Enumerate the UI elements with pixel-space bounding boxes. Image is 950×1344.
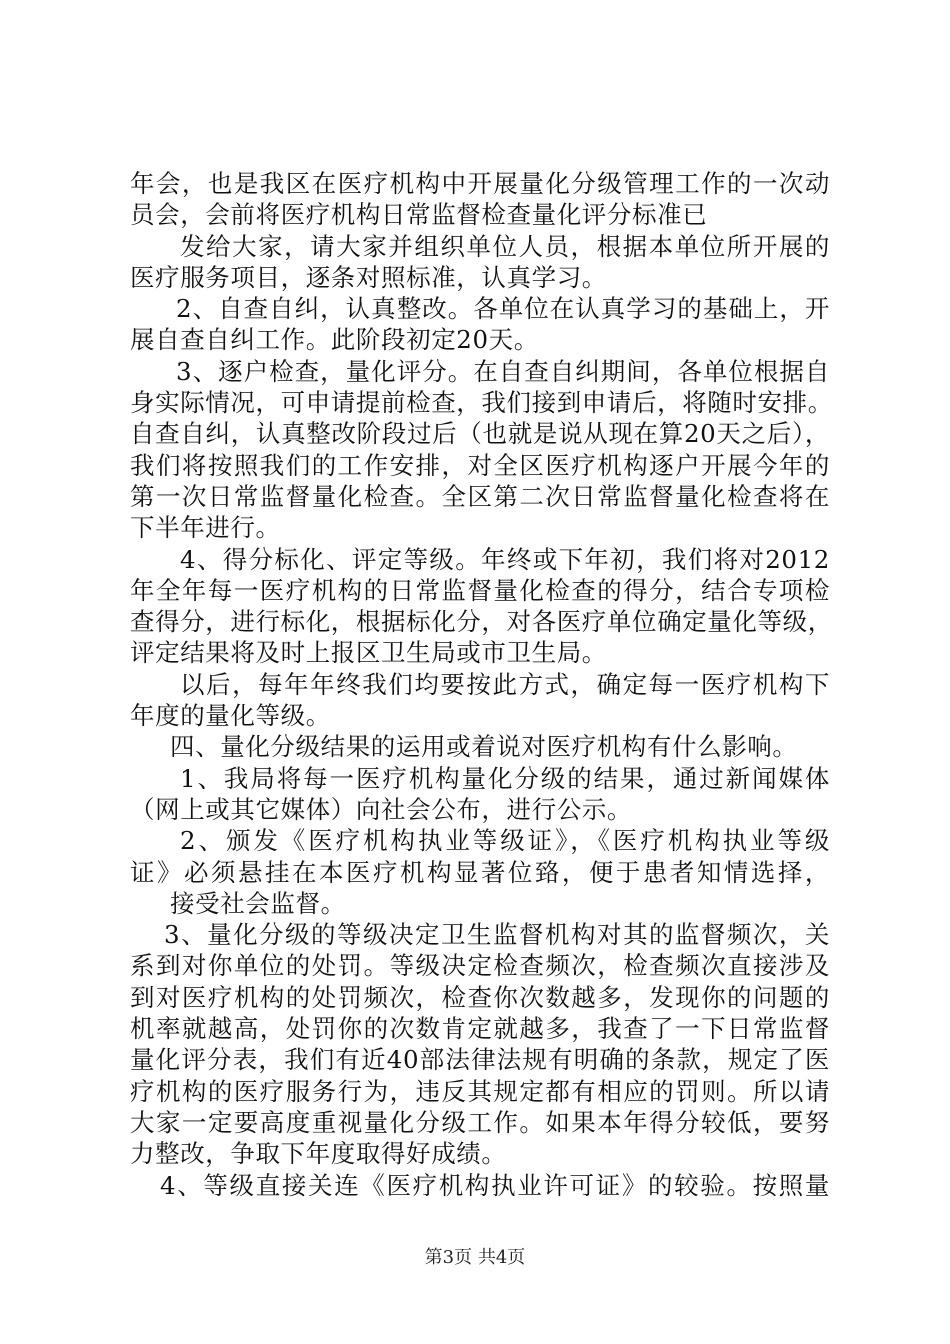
text-line: 证》必须悬挂在本医疗机构显著位臵，便于患者知情选择， xyxy=(130,857,830,887)
text-line: 发给大家，请大家并组织单位人员，根据本单位所开展的 xyxy=(180,231,830,261)
text-line: 量化评分表，我们有近40部法律法规有明确的条款，规定了医 xyxy=(130,1045,830,1075)
text-line: 机率就越高，处罚你的次数肯定就越多，我查了一下日常监督 xyxy=(130,1014,830,1044)
text-line: 到对医疗机构的处罚频次，检查你次数越多，发现你的问题的 xyxy=(130,982,830,1012)
text-line: 力整改，争取下年度取得好成绩。 xyxy=(130,1139,507,1169)
page-footer: 第3页 共4页 xyxy=(424,1247,526,1268)
text-line: 2、颁发《医疗机构执业等级证》，《医疗机构执业等级 xyxy=(180,826,830,856)
text-line: 1、我局将每一医疗机构量化分级的结果，通过新闻媒体 xyxy=(180,763,830,793)
text-line: 自查自纠，认真整改阶段过后（也就是说从现在算20天之后）， xyxy=(130,419,830,449)
text-line: 员会，会前将医疗机构日常监督检查量化评分标准已 xyxy=(130,200,708,230)
text-line: 2、自查自纠，认真整改。各单位在认真学习的基础上，开 xyxy=(176,294,830,324)
text-line: 年度的量化等级。 xyxy=(130,701,331,731)
text-line: 身实际情况，可申请提前检查，我们接到申请后，将随时安排。 xyxy=(130,388,833,418)
text-line: 3、量化分级的等级决定卫生监督机构对其的监督频次，关 xyxy=(164,920,830,950)
text-line: 医疗服务项目，逐条对照标准，认真学习。 xyxy=(130,262,607,292)
text-line: 四、量化分级结果的运用或着说对医疗机构有什么影响。 xyxy=(170,732,798,762)
text-line: 大家一定要高度重视量化分级工作。如果本年得分较低，要努 xyxy=(130,1107,830,1137)
text-line: 年全年每一医疗机构的日常监督量化检查的得分，结合专项检 xyxy=(130,575,830,605)
text-line: 以后，每年年终我们均要按此方式，确定每一医疗机构下 xyxy=(180,669,830,699)
text-line: 疗机构的医疗服务行为，违反其规定都有相应的罚则。所以请 xyxy=(130,1076,830,1106)
text-line: （网上或其它媒体）向社会公布，进行公示。 xyxy=(130,794,632,824)
text-line: 4、得分标化、评定等级。年终或下年初，我们将对2012 xyxy=(180,544,830,574)
text-line: 展自查自纠工作。此阶段初定20天。 xyxy=(130,325,539,355)
text-line: 4、等级直接关连《医疗机构执业许可证》的较验。按照量 xyxy=(160,1170,830,1200)
document-body xyxy=(130,168,833,1201)
text-line: 年会，也是我区在医疗机构中开展量化分级管理工作的一次动 xyxy=(130,169,830,198)
text-line: 系到对你单位的处罚。等级决定检查频次，检查频次直接涉及 xyxy=(130,951,830,981)
text-line: 3、逐户检查，量化评分。在自查自纠期间，各单位根据自 xyxy=(176,356,830,386)
text-line: 我们将按照我们的工作安排，对全区医疗机构逐户开展今年的 xyxy=(130,450,830,480)
text-line: 下半年进行。 xyxy=(130,513,281,543)
text-line: 第一次日常监督量化检查。全区第二次日常监督量化检查将在 xyxy=(130,481,830,511)
text-line: 评定结果将及时上报区卫生局或市卫生局。 xyxy=(130,638,607,668)
text-line: 查得分，进行标化，根据标化分，对各医疗单位确定量化等级， xyxy=(130,607,833,637)
text-line: 接受社会监督。 xyxy=(170,888,346,918)
